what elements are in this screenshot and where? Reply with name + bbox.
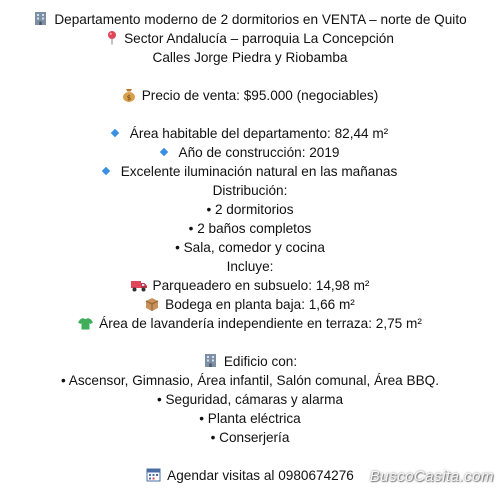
building-item: • Seguridad, cámaras y alarma: [156, 392, 344, 407]
listing-description: [0, 10, 500, 485]
parking-line: [0, 276, 500, 295]
building-item: • Ascensor, Gimnasio, Área infantil, Salón comunal, Área BBQ.: [60, 373, 440, 388]
sector-line: [0, 29, 500, 48]
t-shirt-icon: [78, 317, 93, 330]
svg-text:$: $: [126, 94, 131, 102]
laundry-text: Área de lavandería independiente en terraza: 2,75 m²: [99, 316, 422, 331]
feature-text: Excelente iluminación natural en las mañanas: [120, 164, 398, 179]
package-icon: [145, 297, 159, 311]
sector-text: Sector Andalucía – parroquia La Concepción: [124, 31, 394, 46]
includes-heading: Incluye:: [226, 259, 274, 274]
spacer: [0, 67, 500, 86]
spacer: [0, 447, 500, 466]
round-pushpin-icon: [106, 30, 118, 45]
calendar-icon: [146, 467, 161, 482]
listing-title: Departamento moderno de 2 dormitorios en VENTA – norte de Quito: [54, 12, 467, 27]
feature-text: Año de construcción: 2019: [178, 145, 340, 160]
title-line: [0, 10, 500, 29]
distribution-item: • Sala, comedor y cocina: [175, 240, 325, 255]
spacer: [0, 105, 500, 124]
building-item: • Conserjería: [210, 430, 290, 445]
office-building-icon: [203, 353, 218, 368]
money-bag-icon: [122, 87, 136, 102]
truck-icon: [131, 279, 147, 292]
building-heading-line: [0, 352, 500, 371]
parking-text: Parqueadero en subsuelo: 14,98 m²: [152, 278, 370, 293]
small-blue-diamond-icon: [111, 129, 119, 137]
feature-line: [0, 124, 500, 143]
site-watermark: BuscoCasita.com: [369, 468, 494, 485]
laundry-line: [0, 314, 500, 333]
feature-line: [0, 162, 500, 181]
feature-text: Área habitable del departamento: 82,44 m²: [129, 126, 389, 141]
contact-text: Agendar visitas al 0980674276: [167, 468, 354, 483]
price-line: [0, 86, 500, 105]
price-text: Precio de venta: $95.000 (negociables): [141, 88, 379, 103]
storage-text: Bodega en planta baja: 1,66 m²: [165, 297, 355, 312]
distribution-heading: Distribución:: [212, 183, 288, 198]
storage-line: [0, 295, 500, 314]
spacer: [0, 333, 500, 352]
office-building-icon: [33, 11, 48, 26]
small-blue-diamond-icon: [159, 148, 167, 156]
building-item: • Planta eléctrica: [199, 411, 301, 426]
building-heading: Edificio con:: [223, 354, 298, 369]
feature-line: [0, 143, 500, 162]
distribution-item: • 2 baños completos: [188, 221, 312, 236]
distribution-item: • 2 dormitorios: [206, 202, 294, 217]
streets-text: Calles Jorge Piedra y Riobamba: [152, 50, 348, 65]
small-blue-diamond-icon: [101, 167, 109, 175]
